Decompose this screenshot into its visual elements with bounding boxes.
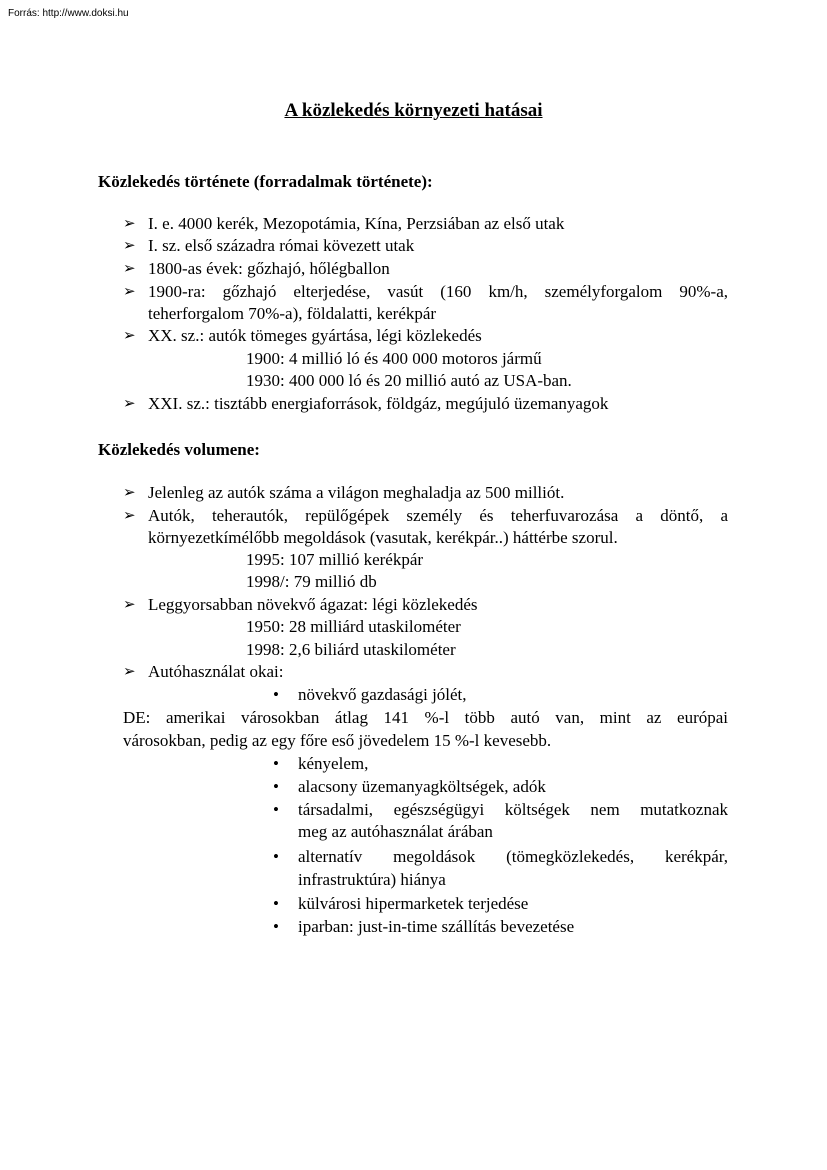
sub-list-item: társadalmi, egészségügyi költségek nem mutatkoznak — [298, 800, 728, 819]
arrow-bullet-icon: ➢ — [123, 284, 136, 300]
sub-list-item: alternatív megoldások (tömegközlekedés, kerékpár, — [298, 847, 728, 866]
list-item: XX. sz.: autók tömeges gyártása, légi közlekedés — [148, 326, 482, 345]
paragraph-line: városokban, pedig az egy főre eső jövedelem 15 %-l kevesebb. — [123, 731, 552, 750]
dot-bullet-icon: • — [273, 777, 279, 796]
list-item: I. e. 4000 kerék, Mezopotámia, Kína, Perzsiában az első utak — [148, 214, 565, 233]
sub-list-item: növekvő gazdasági jólét, — [298, 685, 467, 704]
sub-list-item: kényelem, — [298, 754, 369, 773]
dot-bullet-icon: • — [273, 800, 279, 819]
arrow-bullet-icon: ➢ — [123, 597, 136, 613]
list-item: 1800-as évek: gőzhajó, hőlégballon — [148, 259, 390, 278]
sub-list-item: alacsony üzemanyagköltségek, adók — [298, 777, 546, 796]
sub-list-item-continuation: infrastruktúra) hiánya — [298, 870, 446, 889]
section-heading-volume: Közlekedés volumene: — [98, 440, 260, 459]
arrow-bullet-icon: ➢ — [123, 485, 136, 501]
paragraph-line: DE: amerikai városokban átlag 141 %-l több autó van, mint az európai — [123, 708, 728, 727]
arrow-bullet-icon: ➢ — [123, 328, 136, 344]
list-subline: 1998/: 79 millió db — [246, 572, 377, 591]
list-item-continuation: teherforgalom 70%-a), földalatti, kerékpár — [148, 304, 437, 323]
document-title: A közlekedés környezeti hatásai — [284, 100, 543, 121]
list-item: XXI. sz.: tisztább energiaforrások, földgáz, megújuló üzemanyagok — [148, 394, 609, 413]
dot-bullet-icon: • — [273, 917, 279, 936]
sub-list-item-continuation: meg az autóhasználat árában — [298, 822, 493, 841]
list-subline: 1995: 107 millió kerékpár — [246, 550, 424, 569]
list-item: 1900-ra: gőzhajó elterjedése, vasút (160 km/h, személyforgalom 90%-a, — [148, 282, 728, 301]
list-subline: 1900: 4 millió ló és 400 000 motoros jármű — [246, 349, 542, 368]
list-item: Leggyorsabban növekvő ágazat: légi közlekedés — [148, 595, 478, 614]
arrow-bullet-icon: ➢ — [123, 396, 136, 412]
list-item-continuation: környezetkímélőbb megoldások (vasutak, kerékpár..) háttérbe szorul. — [148, 528, 618, 547]
list-item: I. sz. első századra római kövezett utak — [148, 236, 415, 255]
arrow-bullet-icon: ➢ — [123, 238, 136, 254]
dot-bullet-icon: • — [273, 894, 279, 913]
sub-list-item: iparban: just-in-time szállítás bevezetése — [298, 917, 575, 936]
list-item: Jelenleg az autók száma a világon meghaladja az 500 milliót. — [148, 483, 565, 502]
section-heading-history: Közlekedés története (forradalmak története): — [98, 172, 433, 191]
list-item: Autók, teherautók, repülőgépek személy és teherfuvarozása a döntő, a — [148, 506, 728, 525]
source-url: Forrás: http://www.doksi.hu — [8, 8, 129, 19]
arrow-bullet-icon: ➢ — [123, 261, 136, 277]
sub-list-item: külvárosi hipermarketek terjedése — [298, 894, 529, 913]
list-subline: 1950: 28 milliárd utaskilométer — [246, 617, 461, 636]
dot-bullet-icon: • — [273, 685, 279, 704]
list-subline: 1998: 2,6 biliárd utaskilométer — [246, 640, 456, 659]
arrow-bullet-icon: ➢ — [123, 216, 136, 232]
dot-bullet-icon: • — [273, 847, 279, 866]
arrow-bullet-icon: ➢ — [123, 664, 136, 680]
arrow-bullet-icon: ➢ — [123, 508, 136, 524]
list-item: Autóhasználat okai: — [148, 662, 284, 681]
dot-bullet-icon: • — [273, 754, 279, 773]
list-subline: 1930: 400 000 ló és 20 millió autó az USA-ban. — [246, 371, 572, 390]
